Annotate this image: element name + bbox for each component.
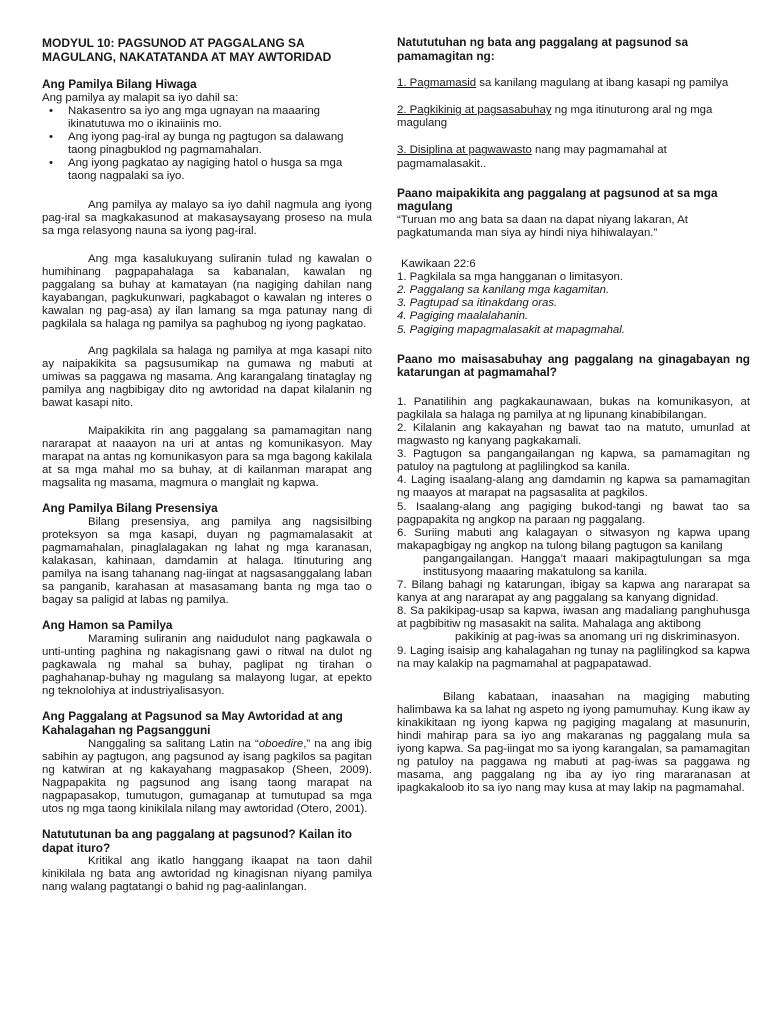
- respect-list: [397, 271, 750, 336]
- heading-pamilya-presensiya: Ang Pamilya Bilang Presensiya: [42, 501, 218, 516]
- module-title: MODYUL 10: PAGSUNOD AT PAGGALANG SA MAGULANG, NAKATATANDA AT MAY AWTORIDAD: [42, 36, 332, 64]
- list-item: 8. Sa pakikipag-usap sa kapwa, iwasan ang madaliang panghuhusga at pagbibitiw ng masasakit na salita. Mahalaga ang aktibong: [397, 605, 750, 631]
- list-item: 9. Laging isaisip ang kahalagahan ng tunay na paglilingkod sa kapwa na may kalakip na pagmamahal at pagpapatawad.: [397, 644, 750, 670]
- heading-pamilya-hiwaga: Ang Pamilya Bilang Hiwaga: [42, 77, 197, 91]
- list-item: • Ang iyong pag-iral ay bunga ng pagtugon sa dalawang taong pinagbuklod ng pagmamahalan.: [68, 131, 372, 157]
- list-item: • Ang iyong pagkatao ay nagiging hatol o husga sa mga taong nagpalaki sa iyo.: [68, 157, 372, 183]
- list-item: 4. Pagiging maalalahanin.: [397, 310, 529, 323]
- list-item: 4. Laging isaalang-alang ang damdamin ng kapwa sa pamamagitan ng maayos at marapat na pagsasalita at pagkilos.: [397, 474, 750, 500]
- list-item-continuation: pangangailangan. Hangga’t maaari makipagtulungan sa mga institusyong maaaring makatulong sa kanila.: [423, 552, 750, 578]
- text-span: Nanggaling sa salitang Latin na “: [88, 737, 259, 750]
- underlined-term: 2. Pagkikinig at pagsasabuhay: [397, 104, 552, 117]
- text-span: sa kanilang magulang at ibang kasapi ng pamilya: [476, 77, 729, 90]
- maisasabuhay-list: [397, 396, 750, 671]
- paragraph: [42, 738, 372, 817]
- paragraph: Ang mga kasalukuyang suliranin tulad ng kawalan o humihinang pagpapahalaga sa kabanalan, kawalan ng paggalang sa buhay at kamatayan (na nagiging dahilan nang kayabangan, pagkukunwari, pagkabagot o kawalan ng interes o kawalan ng pag-asa) ay ilan lamang sa mga patunay nang di pagkilala sa halaga ng pamilya sa paghubog ng iyong pagkatao.: [42, 252, 372, 330]
- list-item: 5. Isaalang-alang ang pagiging bukod-tangi ng bawat tao sa pagpapakita ng angkop na paraan ng paggalang.: [397, 500, 750, 526]
- list-item: 2. Kilalanin ang kakayahan ng bawat tao na matuto, umunlad at magwasto ng kanyang pagkakamali.: [397, 421, 750, 448]
- list-item: 3. Pagtupad sa itinakdang oras.: [397, 297, 558, 310]
- heading-paggalang-awtoridad: Ang Paggalang at Pagsunod sa May Awtoridad at ang Kahalagahan ng Pagsangguni: [42, 709, 343, 737]
- hiwaga-intro: Ang pamilya ay malapit sa iyo dahil sa:: [42, 91, 239, 104]
- proverb-reference: Kawikaan 22:6: [401, 258, 476, 271]
- list-item: 3. Pagtugon sa pangangailangan ng kapwa, sa pamamagitan ng patuloy na pagtulong at paglilingkod sa kanila.: [397, 448, 750, 474]
- heading-hamon-pamilya: Ang Hamon sa Pamilya: [42, 618, 173, 633]
- list-item: • Nakasentro sa iyo ang mga ugnayan na maaaring ikinatutuwa mo o ikinaiinis mo.: [68, 105, 372, 131]
- hiwaga-bullet-list: [42, 105, 372, 184]
- list-item: 1. Pagkilala sa mga hangganan o limitasyon.: [397, 271, 624, 284]
- text-span: nang may pagmamahal at pagmamalasakit..: [397, 144, 667, 170]
- paragraph: Kritikal ang ikatlo hanggang ikaapat na taon dahil kinikilala ng bata ang awtoridad ng kinagisnan niyang pamilya nang walang pagtatangi o bahid ng pag-aalinlangan.: [42, 855, 372, 894]
- list-item: [397, 104, 750, 130]
- text-span: ,” na ang ibig sabihin ay pagtugon, ang pagsunod ay isang pagkilos sa pagitan ng katwiran at ng kakayahang magpasakop (Sheen, 2009). Nagpapakita ng pagsunod ang isang taong marapat na nagpapasakop, tumutugon, gumaganap at tumutupad sa mga utos ng mga taong kinikilala nilang may awtoridad (Otero, 2001).: [42, 737, 372, 815]
- heading-natututuhan-bata: Natututuhan ng bata ang paggalang at pagsunod sa pamamagitan ng:: [397, 35, 688, 63]
- left-column: [42, 36, 372, 895]
- right-column: [397, 36, 750, 796]
- list-item-continuation: pakikinig at pag-iwas sa anomang uri ng diskriminasyon.: [455, 631, 740, 644]
- list-item: 5. Pagiging mapagmalasakit at mapagmahal.: [397, 323, 625, 336]
- proverb-quote: “Turuan mo ang bata sa daan na dapat niyang lakaran, At pagkatumanda man siya ay hindi niya hihiwalayan.”: [397, 213, 688, 239]
- paragraph: Ang pamilya ay malayo sa iyo dahil nagmula ang iyong pag-iral sa magkakasunod at makasaysayang proseso na mula sa mga relasyong nauna sa iyong pag-iral.: [42, 199, 372, 238]
- list-item: 7. Bilang bahagi ng katarungan, ibigay sa kapwa ang nararapat sa kanya at ang nararapat ay ang paggalang sa kanyang dignidad.: [397, 579, 750, 605]
- list-item: [397, 77, 750, 90]
- heading-paano-maipakikita: Paano maipakikita ang paggalang at pagsunod at sa mga magulang: [397, 185, 718, 214]
- closing-paragraph: Bilang kabataan, inaasahan na magiging mabuting halimbawa ka sa lahat ng aspeto ng iyong pamumuhay. Kung ikaw ay kinakikitaan ng iyong kapwa ng pagiging magalang at masunurin, hindi mahirap para sa iyo ang makaranas ng paggalang mula sa iyong kapwa. Sa pag-iingat mo sa iyong karangalan, sa pamamagitan ng patuloy na paggawa ng mabuti at pag-iwas sa paggawa ng masama, ang paggalang ng iba ay iyo ring mararanasan at ipagkakaloob ito sa iyo nang may kusa at may lakip na pagmamahal.: [397, 690, 750, 795]
- latin-term: oboedire: [258, 737, 304, 750]
- underlined-term: 3. Disiplina at pagwawasto: [397, 144, 532, 157]
- heading-natututunan: Natututunan ba ang paggalang at pagsunod? Kailan ito dapat ituro?: [42, 827, 352, 855]
- paragraph: Bilang presensiya, ang pamilya ang nagsisilbing proteksyon sa mga kasapi, duyan ng pagmamalasakit at pagmamahalan, pinaglalagakan ng lahat ng mga karanasan, kalakasan, kahinaan, damdamin at halaga. Itinuturing ang pamilya na isang tahanang nag-iingat at nagsasanggalang laban sa panganib, karahasan at masasamang banta ng mga tao o bagay sa paligid at labas ng pamilya.: [42, 515, 372, 607]
- list-item: [397, 144, 750, 170]
- list-item: 6. Suriing mabuti ang kalagayan o sitwasyon ng kapwa upang makapagbigay ng angkop na tulong bilang pagtugon sa kanilang: [397, 526, 750, 552]
- paragraph: Maipakikita rin ang paggalang sa pamamagitan nang nararapat at naaayon na uri at antas ng komunikasyon. May marapat na antas ng komunikasyon para sa mga bagong kakilala at sa mga mahal mo sa buhay, at di kailanman marapat ang magsalita ng masama, magmura o manglait ng kapwa.: [42, 424, 372, 489]
- list-item: 2. Paggalang sa kanilang mga kagamitan.: [397, 284, 610, 297]
- paragraph: Maraming suliranin ang naidudulot nang pagkawala o unti-unting paghina ng nakagisnang gawi o ritwal na dulot ng pagkawala ng mahal sa buhay, paglipat ng tirahan o paghahanap-buhay ng magulang sa malayong lugar, at epekto ng teknolohiya at industriyalisasyon.: [42, 632, 372, 698]
- text-span: ng mga itinuturong aral ng mga magulang: [397, 104, 713, 130]
- underlined-term: 1. Pagmamasid: [397, 77, 477, 90]
- list-item: 1. Panatilihin ang pagkakaunawaan, bukas na komunikasyon, at pagkilala sa halaga ng pamilya at ng lipunang kinabibilangan.: [397, 395, 750, 421]
- paragraph: Ang pagkilala sa halaga ng pamilya at mga kasapi nito ay naipakikita sa pagsusumikap na gumawa ng mabuti at umiwas sa paggawa ng masama. Ang karangalang tinataglay ng pamilya ang nagbibigay dito ng awtoridad na dapat kilalanin ng bawat kasapi nito.: [42, 345, 372, 410]
- heading-paano-maisasabuhay: Paano mo maisasabuhay ang paggalang na ginagabayan ng katarungan at pagmamahal?: [397, 351, 750, 380]
